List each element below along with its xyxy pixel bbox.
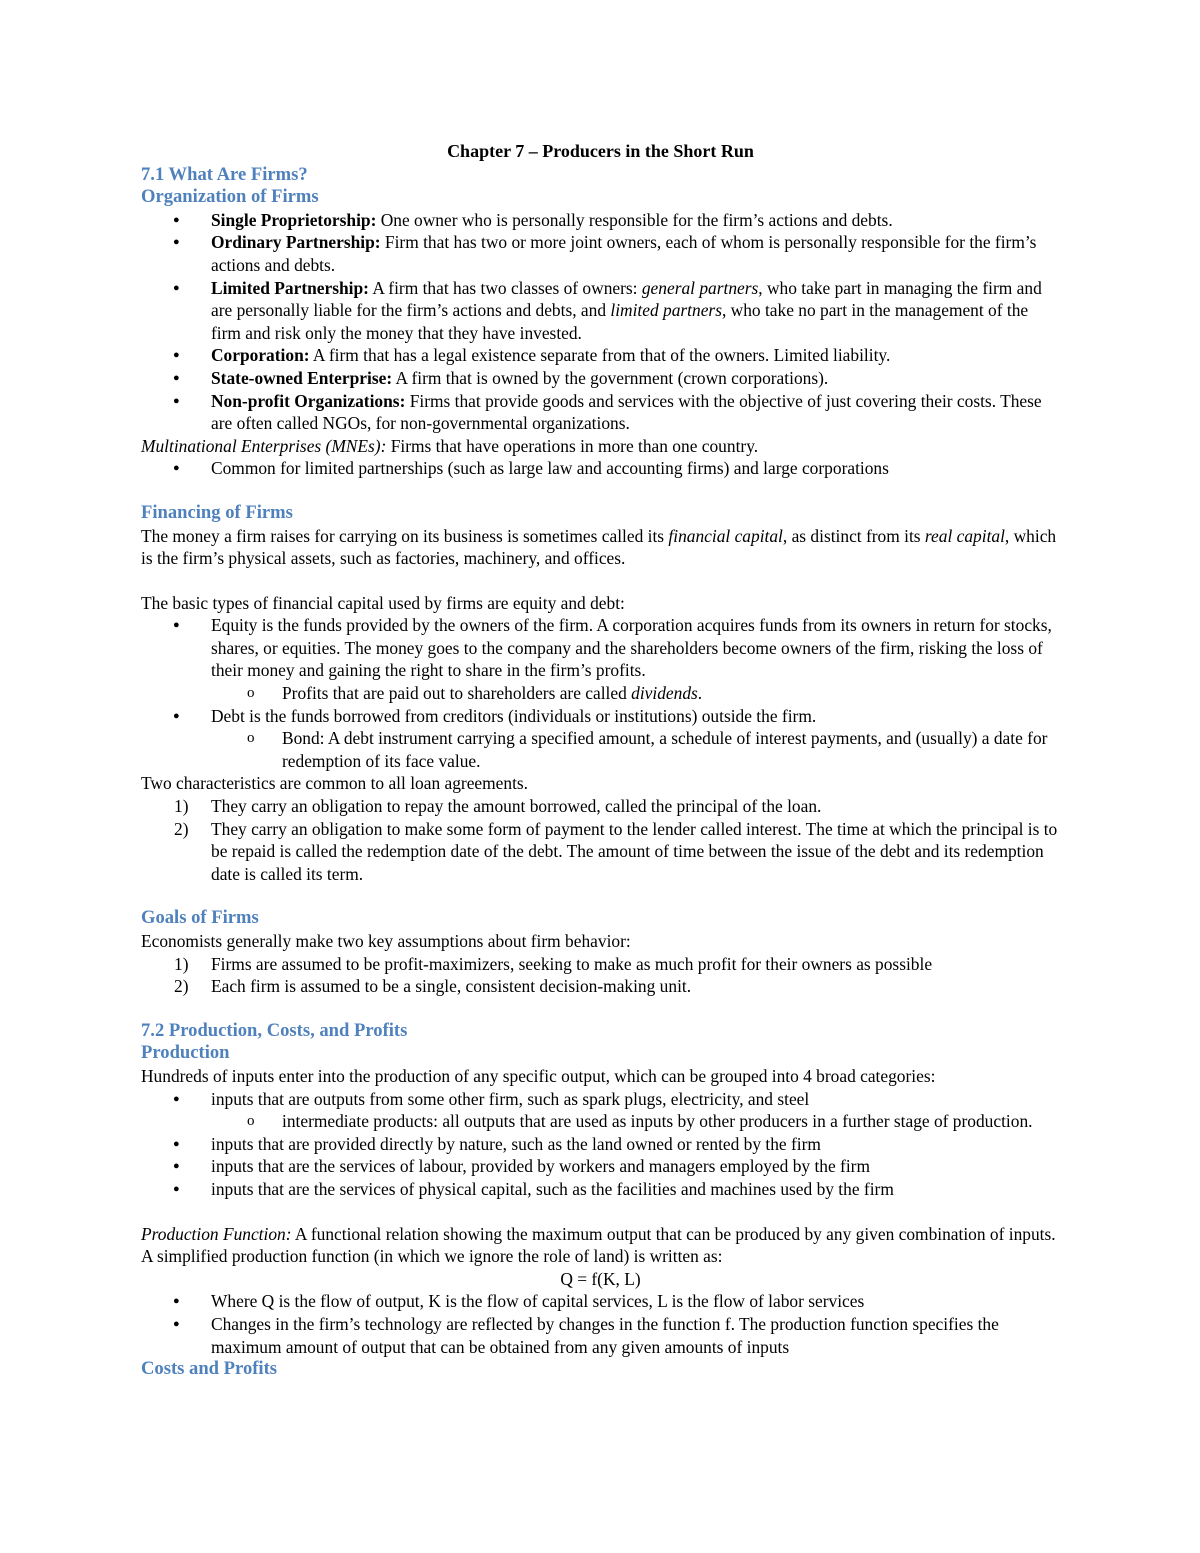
definition: A functional relation showing the maximum output that can be produced by any given combination of inputs. A simplified production function (in which we ignore the role of land) is written as: — [141, 1223, 1056, 1267]
text: . — [697, 683, 703, 704]
list-item — [141, 614, 1060, 704]
subheading-costs-and-profits: Costs and Profits — [141, 1358, 278, 1380]
list-item: ● Where Q is the flow of output, K is the flow of capital services, L is the flow of labor services — [141, 1290, 1060, 1313]
text: They carry an obligation to repay the amount borrowed, called the principal of the loan. — [211, 796, 822, 817]
section-heading-7-1: 7.1 What Are Firms? — [141, 163, 308, 185]
mne-list — [141, 457, 1060, 480]
sub-list-item — [141, 682, 1060, 705]
section-heading-7-2: 7.2 Production, Costs, and Profits — [141, 1019, 408, 1041]
list-number: 2) — [174, 976, 189, 997]
text: Profits that are paid out to shareholders are called — [282, 683, 632, 704]
paragraph: Two characteristics are common to all loan agreements. — [141, 773, 529, 794]
list-item — [141, 277, 1060, 345]
emphasis: real capital — [924, 525, 1005, 546]
sub-list-item: o Bond: A debt instrument carrying a specified amount, a schedule of interest payments, and (usually) a date for redemption of its face value. — [141, 727, 1060, 772]
text: Firms are assumed to be profit-maximizers, seeking to make as much profit for their owners as possible — [211, 953, 933, 974]
list-item — [141, 390, 1060, 435]
list-item: ● Common for limited partnerships (such as large law and accounting firms) and large corporations — [141, 457, 1060, 480]
text: The money a firm raises for carrying on its business is sometimes called its — [141, 525, 669, 546]
list-item — [141, 975, 1060, 998]
subheading-goals: Goals of Firms — [141, 907, 259, 929]
paragraph: Hundreds of inputs enter into the production of any specific output, which can be grouped into 4 broad categories: — [141, 1065, 936, 1086]
text: , as distinct from its — [782, 525, 925, 546]
list-item — [141, 818, 1060, 886]
term: Single Proprietorship: — [211, 209, 377, 230]
subheading-financing: Financing of Firms — [141, 501, 293, 523]
text: inputs that are outputs from some other firm, such as spark plugs, electricity, and steel — [211, 1088, 810, 1109]
production-function-list — [141, 1290, 1060, 1358]
definition: , who take no part in the management of the firm and risk only the money that they have invested. — [211, 300, 1029, 343]
definition: , who take part in managing the firm and are personally liable for the firm’s actions and debts, and — [211, 277, 1042, 321]
definition: A firm that has a legal existence separate from that of the owners. Limited liability. — [309, 345, 891, 366]
financing-paragraph — [141, 525, 1060, 570]
term: Multinational Enterprises (MNEs): — [141, 435, 387, 456]
list-item: ● inputs that are the services of physical capital, such as the facilities and machines used by the firm — [141, 1178, 1060, 1201]
definition: Firm that has two or more joint owners, each of whom is personally responsible for the firm’s actions and debts. — [211, 232, 1037, 275]
subheading-production: Production — [141, 1042, 230, 1064]
loan-characteristics-list — [141, 795, 1060, 885]
production-function-paragraph — [141, 1223, 1060, 1268]
emphasis: general partners — [641, 277, 759, 298]
list-item: ● Changes in the firm’s technology are reflected by changes in the function f. The production function specifies the maximum amount of output that can be obtained from any given amounts of inputs — [141, 1313, 1060, 1358]
text: Each firm is assumed to be a single, consistent decision-making unit. — [211, 976, 692, 997]
list-number: 1) — [174, 953, 189, 974]
capital-types-list — [141, 614, 1060, 772]
text: They carry an obligation to make some form of payment to the lender called interest. The time at which the principal is to be repaid is called the redemption date of the debt. The amount of time between the issue of the debt and its redemption date is called its term. — [211, 818, 1058, 884]
text: Equity is the funds provided by the owners of the firm. A corporation acquires funds from its owners in return for stocks, shares, or equities. The money goes to the company and the shareholders become owners of the firm, risking the loss of their money and gaining the right to share in the firm’s profits. — [211, 615, 1052, 681]
term: State-owned Enterprise: — [211, 367, 393, 388]
list-item — [141, 209, 1060, 232]
inputs-list — [141, 1088, 1060, 1201]
list-item: ● inputs that are the services of labour, provided by workers and managers employed by the firm — [141, 1155, 1060, 1178]
term: Limited Partnership: — [211, 277, 369, 298]
list-item — [141, 344, 1060, 367]
organization-list — [141, 209, 1060, 435]
definition: Firms that have operations in more than one country. — [386, 435, 759, 456]
subheading-organization: Organization of Firms — [141, 186, 319, 208]
sub-list — [141, 727, 1060, 772]
term: Corporation: — [211, 345, 310, 366]
definition: A firm that has two classes of owners: — [368, 277, 642, 298]
list-item — [141, 367, 1060, 390]
list-item: ● inputs that are provided directly by nature, such as the land owned or rented by the firm — [141, 1133, 1060, 1156]
emphasis: dividends — [631, 683, 698, 704]
term: Production Function: — [141, 1223, 292, 1244]
definition: One owner who is personally responsible for the firm’s actions and debts. — [376, 209, 893, 230]
paragraph: The basic types of financial capital used by firms are equity and debt: — [141, 592, 625, 613]
formula: Q = f(K, L) — [560, 1268, 641, 1289]
list-item — [141, 953, 1060, 976]
paragraph: Economists generally make two key assumptions about firm behavior: — [141, 931, 631, 951]
list-item — [141, 231, 1060, 276]
text: , which is the firm’s physical assets, such as factories, machinery, and offices. — [141, 525, 1057, 569]
emphasis: limited partners — [610, 300, 722, 321]
list-item — [141, 705, 1060, 773]
emphasis: financial capital — [668, 525, 783, 546]
definition: A firm that is owned by the government (crown corporations). — [392, 367, 829, 388]
document-title: Chapter 7 – Producers in the Short Run — [447, 141, 754, 161]
text: Debt is the funds borrowed from creditors (individuals or institutions) outside the firm. — [211, 705, 817, 726]
list-number: 2) — [174, 818, 189, 839]
sub-list-item: o intermediate products: all outputs that are used as inputs by other producers in a further stage of production. — [141, 1110, 1060, 1133]
list-number: 1) — [174, 796, 189, 817]
list-item — [141, 1088, 1060, 1133]
term: Ordinary Partnership: — [211, 232, 381, 253]
sub-list — [141, 682, 1060, 705]
definition: Firms that provide goods and services with the objective of just covering their costs. These are often called NGOs, for non-governmental organizations. — [211, 390, 1042, 434]
term: Non-profit Organizations: — [211, 390, 406, 411]
mne-paragraph — [141, 435, 1060, 458]
goals-list — [141, 953, 1060, 998]
list-item — [141, 795, 1060, 818]
sub-list — [141, 1110, 1060, 1133]
